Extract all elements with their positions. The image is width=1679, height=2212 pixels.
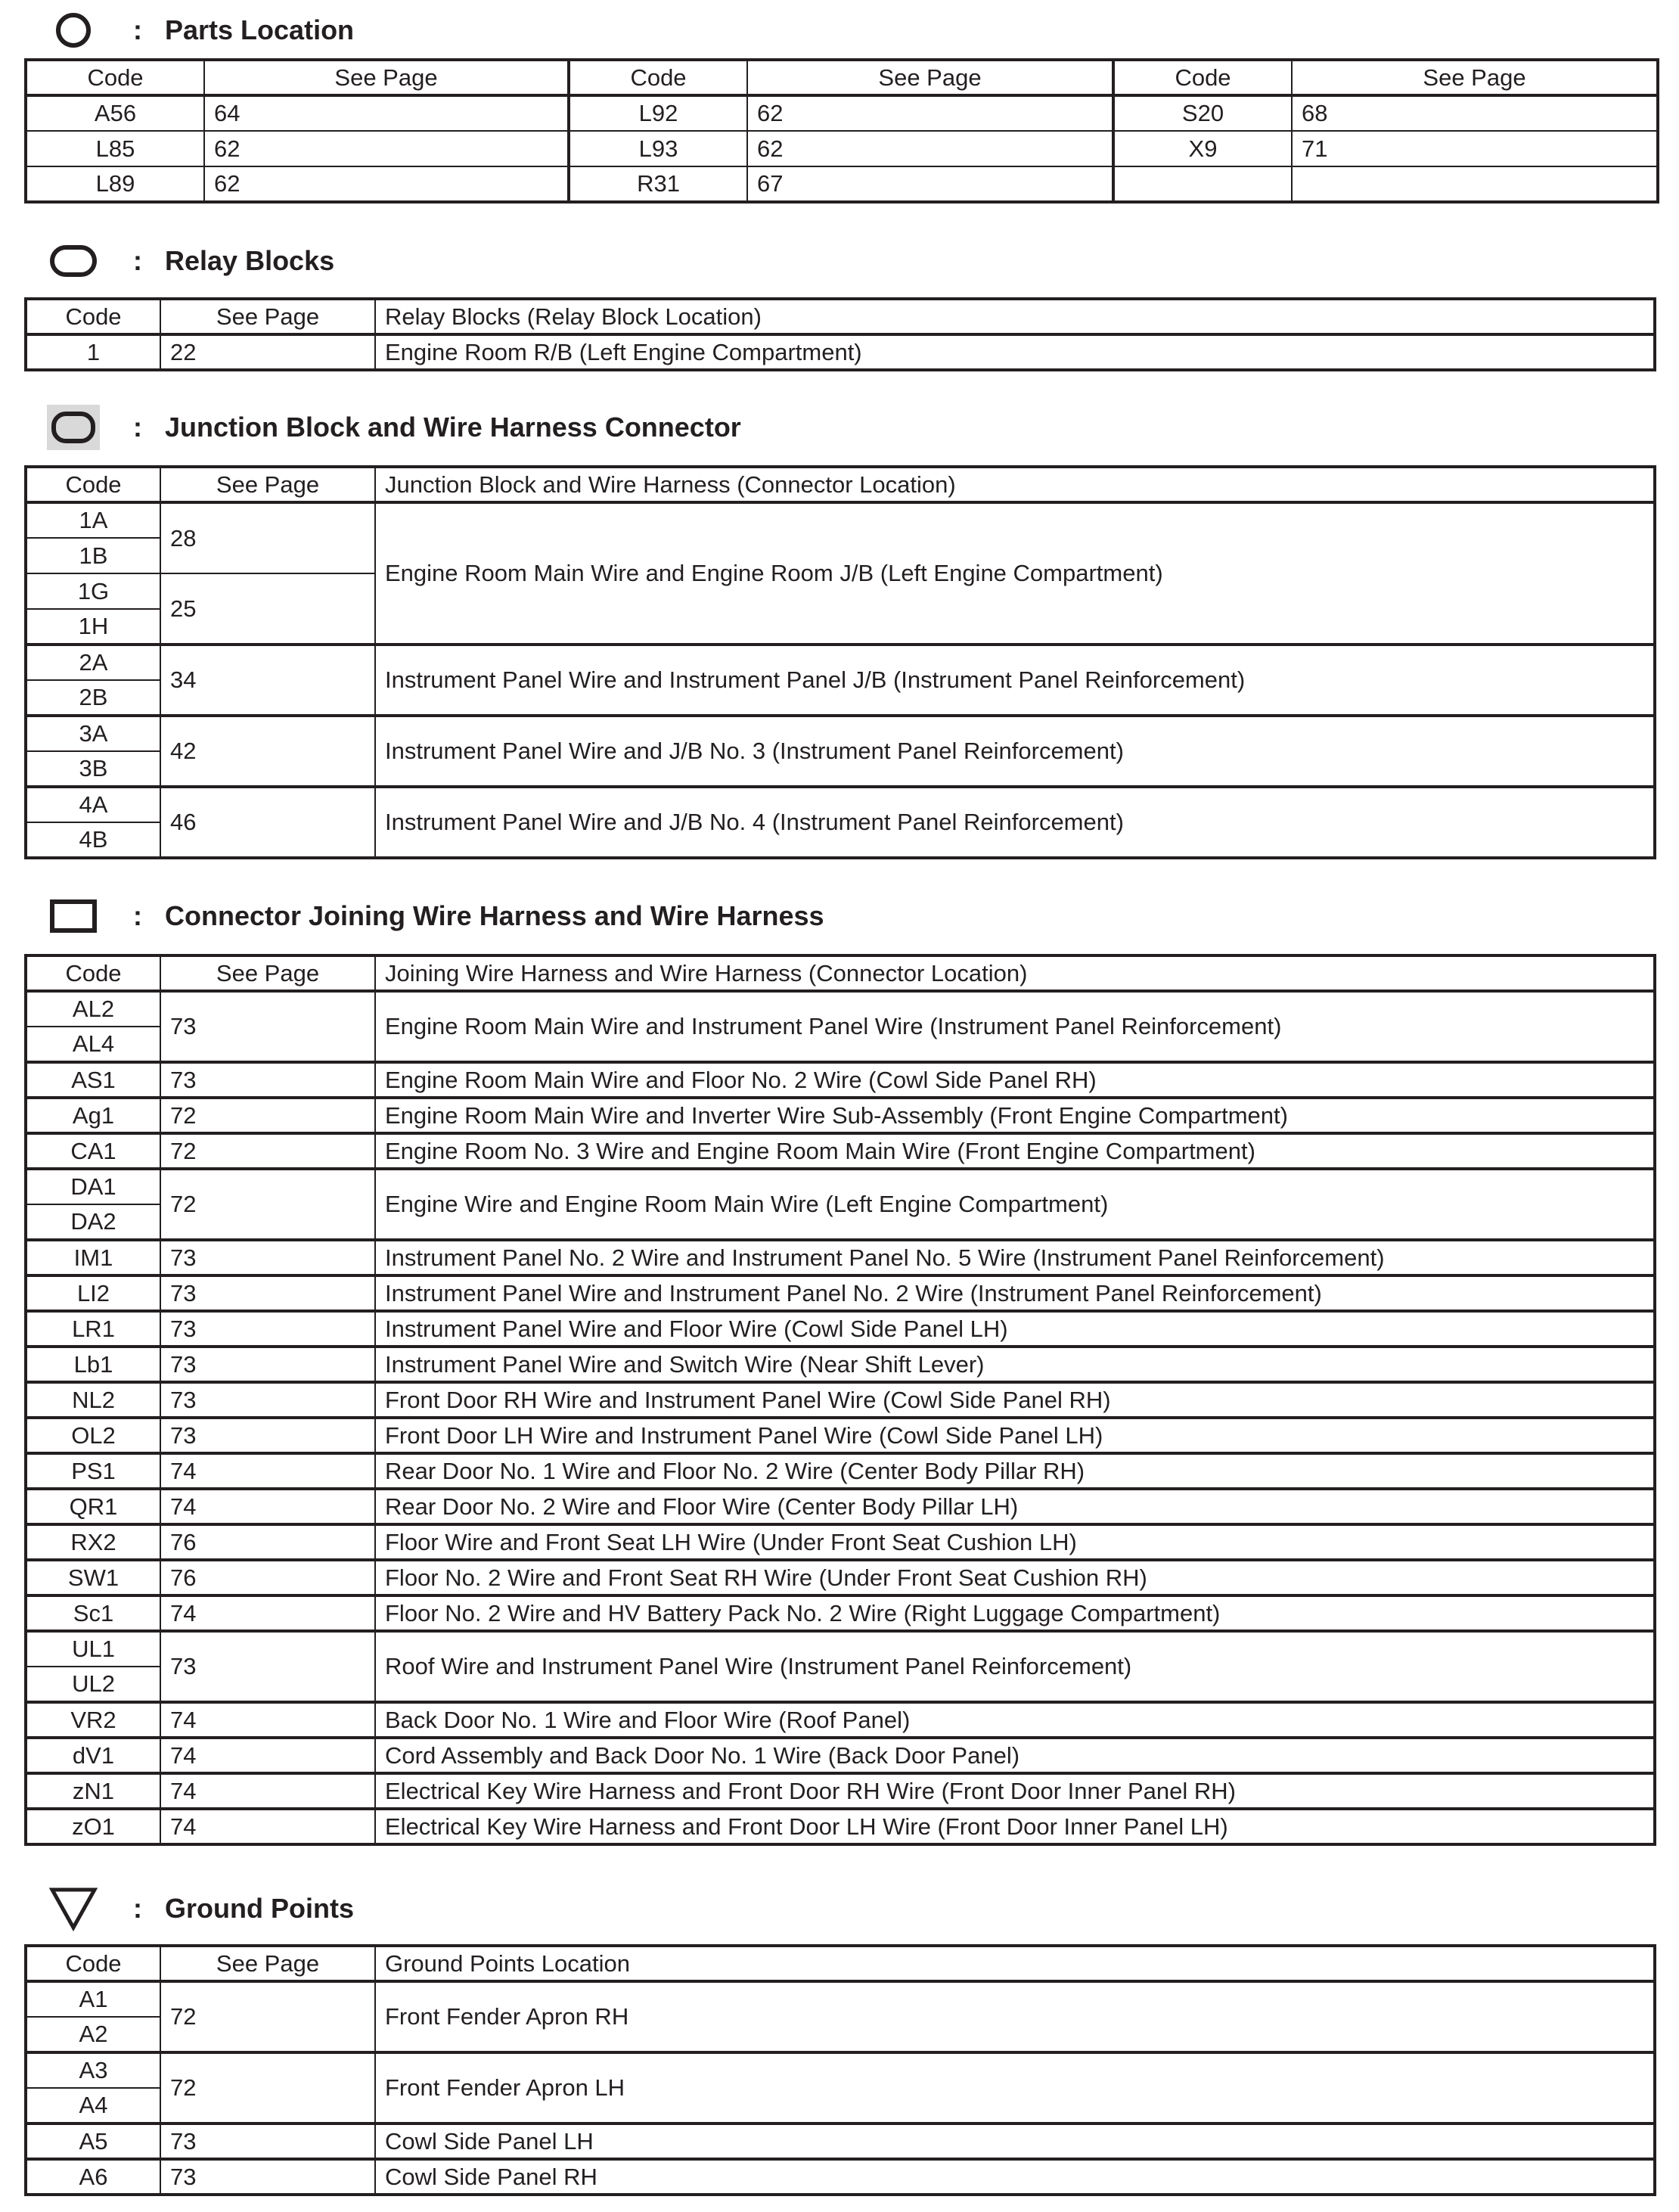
column-header: Junction Block and Wire Harness (Connector Location): [375, 467, 1655, 502]
code-cell: A5: [26, 2123, 160, 2159]
code-cell: zO1: [26, 1809, 160, 1844]
location-cell: Instrument Panel Wire and Switch Wire (Near Shift Lever): [375, 1347, 1655, 1382]
parts-location-table: [24, 58, 1659, 203]
section-colon: :: [133, 412, 142, 443]
code-cell: dV1: [26, 1738, 160, 1773]
section-title: Junction Block and Wire Harness Connector: [165, 412, 741, 443]
column-header: Code: [26, 1946, 160, 1981]
code-cell: L93: [569, 131, 747, 166]
column-header: See Page: [747, 60, 1113, 95]
table-row: [26, 1595, 1655, 1631]
connector-heading: [47, 893, 824, 939]
code-cell: 3B: [26, 751, 160, 787]
table-row: [26, 131, 1658, 166]
column-header: See Page: [160, 1946, 375, 1981]
page-cell: [1292, 166, 1658, 202]
page-cell: 76: [160, 1524, 375, 1560]
code-cell: A4: [26, 2088, 160, 2123]
location-cell: Engine Room Main Wire and Engine Room J/B (Left Engine Compartment): [375, 502, 1655, 645]
code-cell: DA1: [26, 1169, 160, 1204]
table-row: [26, 1098, 1655, 1133]
table-row: [26, 1453, 1655, 1489]
location-cell: Instrument Panel Wire and Floor Wire (Cowl Side Panel LH): [375, 1311, 1655, 1347]
code-cell: 1A: [26, 502, 160, 538]
page-cell: 74: [160, 1595, 375, 1631]
location-cell: Instrument Panel Wire and J/B No. 4 (Instrument Panel Reinforcement): [375, 787, 1655, 858]
location-cell: Cowl Side Panel LH: [375, 2123, 1655, 2159]
code-cell: [1113, 166, 1292, 202]
table-row: [26, 1981, 1655, 2017]
table-row: [26, 1169, 1655, 1204]
page-cell: 62: [204, 131, 569, 166]
ground-points-heading: [47, 1886, 354, 1931]
location-cell: Rear Door No. 1 Wire and Floor No. 2 Wire (Center Body Pillar RH): [375, 1453, 1655, 1489]
table-row: [26, 1702, 1655, 1738]
table-row: [26, 95, 1658, 131]
table-row: [26, 1311, 1655, 1347]
table-header-row: [26, 60, 1658, 95]
column-header: Code: [26, 955, 160, 991]
page-cell: 73: [160, 991, 375, 1062]
column-header: Code: [1113, 60, 1292, 95]
column-header: Relay Blocks (Relay Block Location): [375, 299, 1655, 334]
column-header: Ground Points Location: [375, 1946, 1655, 1981]
location-cell: Instrument Panel Wire and Instrument Panel J/B (Instrument Panel Reinforcement): [375, 645, 1655, 716]
connector-table: [24, 954, 1656, 1846]
code-cell: 4A: [26, 787, 160, 822]
location-cell: Electrical Key Wire Harness and Front Door RH Wire (Front Door Inner Panel RH): [375, 1773, 1655, 1809]
location-cell: Floor No. 2 Wire and HV Battery Pack No. 2 Wire (Right Luggage Compartment): [375, 1595, 1655, 1631]
section-title: Relay Blocks: [165, 245, 335, 276]
code-cell: L89: [26, 166, 204, 202]
table-row: [26, 1062, 1655, 1098]
page-cell: 74: [160, 1809, 375, 1844]
code-cell: X9: [1113, 131, 1292, 166]
page-cell: 73: [160, 1275, 375, 1311]
code-cell: 1H: [26, 609, 160, 645]
page-cell: 74: [160, 1738, 375, 1773]
column-header: Code: [569, 60, 747, 95]
page-cell: 71: [1292, 131, 1658, 166]
code-cell: AL2: [26, 991, 160, 1027]
location-cell: Instrument Panel Wire and Instrument Panel No. 2 Wire (Instrument Panel Reinforcement): [375, 1275, 1655, 1311]
table-row: [26, 334, 1655, 370]
page-cell: 62: [747, 131, 1113, 166]
code-cell: 2A: [26, 645, 160, 680]
code-cell: A2: [26, 2017, 160, 2052]
column-header: Code: [26, 467, 160, 502]
column-header: See Page: [204, 60, 569, 95]
table-row: [26, 1418, 1655, 1453]
code-cell: CA1: [26, 1133, 160, 1169]
column-header: Joining Wire Harness and Wire Harness (Connector Location): [375, 955, 1655, 991]
section-title: Ground Points: [165, 1893, 354, 1924]
table-row: [26, 502, 1655, 538]
relay-blocks-table: [24, 297, 1656, 371]
table-row: [26, 787, 1655, 822]
table-header-row: [26, 955, 1655, 991]
section-colon: :: [133, 14, 142, 45]
page-cell: 73: [160, 1240, 375, 1275]
code-cell: A1: [26, 1981, 160, 2017]
code-cell: PS1: [26, 1453, 160, 1489]
code-cell: Lb1: [26, 1347, 160, 1382]
junction-block-table: [24, 465, 1656, 859]
shaded-rounded-rect-icon: [47, 405, 100, 450]
table-row: [26, 2123, 1655, 2159]
code-cell: AS1: [26, 1062, 160, 1098]
relay-blocks-heading: [47, 238, 334, 284]
junction-block-heading: [47, 405, 741, 450]
location-cell: Engine Wire and Engine Room Main Wire (Left Engine Compartment): [375, 1169, 1655, 1240]
table-row: [26, 716, 1655, 751]
column-header: Code: [26, 299, 160, 334]
location-cell: Engine Room Main Wire and Inverter Wire Sub-Assembly (Front Engine Compartment): [375, 1098, 1655, 1133]
location-cell: Rear Door No. 2 Wire and Floor Wire (Center Body Pillar LH): [375, 1489, 1655, 1524]
code-cell: Ag1: [26, 1098, 160, 1133]
location-cell: Floor Wire and Front Seat LH Wire (Under Front Seat Cushion LH): [375, 1524, 1655, 1560]
location-cell: Back Door No. 1 Wire and Floor Wire (Roof Panel): [375, 1702, 1655, 1738]
location-cell: Cowl Side Panel RH: [375, 2159, 1655, 2195]
code-cell: QR1: [26, 1489, 160, 1524]
location-cell: Instrument Panel No. 2 Wire and Instrument Panel No. 5 Wire (Instrument Panel Reinforcement): [375, 1240, 1655, 1275]
code-cell: OL2: [26, 1418, 160, 1453]
code-cell: 1G: [26, 573, 160, 609]
square-icon: [47, 893, 100, 939]
location-cell: Engine Room Main Wire and Instrument Panel Wire (Instrument Panel Reinforcement): [375, 991, 1655, 1062]
code-cell: SW1: [26, 1560, 160, 1595]
page-cell: 73: [160, 1311, 375, 1347]
code-cell: UL1: [26, 1631, 160, 1667]
parts-location-heading: [47, 8, 354, 53]
location-cell: Electrical Key Wire Harness and Front Door LH Wire (Front Door Inner Panel LH): [375, 1809, 1655, 1844]
page-cell: 62: [204, 166, 569, 202]
page-cell: 62: [747, 95, 1113, 131]
location-cell: Front Fender Apron LH: [375, 2052, 1655, 2123]
code-cell: S20: [1113, 95, 1292, 131]
table-header-row: [26, 1946, 1655, 1981]
location-cell: Front Fender Apron RH: [375, 1981, 1655, 2052]
location-cell: Front Door RH Wire and Instrument Panel Wire (Cowl Side Panel RH): [375, 1382, 1655, 1418]
location-cell: Engine Room R/B (Left Engine Compartment): [375, 334, 1655, 370]
page-cell: 28: [160, 502, 375, 573]
page-cell: 73: [160, 1418, 375, 1453]
code-cell: VR2: [26, 1702, 160, 1738]
column-header: See Page: [160, 299, 375, 334]
location-cell: Front Door LH Wire and Instrument Panel Wire (Cowl Side Panel LH): [375, 1418, 1655, 1453]
column-header: See Page: [160, 955, 375, 991]
page-cell: 73: [160, 1347, 375, 1382]
code-cell: RX2: [26, 1524, 160, 1560]
code-cell: 4B: [26, 822, 160, 858]
code-cell: A6: [26, 2159, 160, 2195]
page-cell: 76: [160, 1560, 375, 1595]
code-cell: R31: [569, 166, 747, 202]
page-cell: 46: [160, 787, 375, 858]
rounded-rect-icon: [47, 238, 100, 284]
code-cell: LI2: [26, 1275, 160, 1311]
page-cell: 73: [160, 1382, 375, 1418]
table-row: [26, 1347, 1655, 1382]
table-row: [26, 1524, 1655, 1560]
section-title: Parts Location: [165, 14, 355, 45]
table-row: [26, 1240, 1655, 1275]
code-cell: A3: [26, 2052, 160, 2088]
ground-points-table: [24, 1944, 1656, 2196]
page-cell: 74: [160, 1489, 375, 1524]
code-cell: LR1: [26, 1311, 160, 1347]
page-cell: 74: [160, 1702, 375, 1738]
page-cell: 42: [160, 716, 375, 787]
table-row: [26, 1382, 1655, 1418]
section-title: Connector Joining Wire Harness and Wire Harness: [165, 900, 824, 931]
triangle-down-icon: [47, 1886, 100, 1931]
code-cell: zN1: [26, 1773, 160, 1809]
code-cell: 2B: [26, 680, 160, 716]
code-cell: NL2: [26, 1382, 160, 1418]
location-cell: Cord Assembly and Back Door No. 1 Wire (Back Door Panel): [375, 1738, 1655, 1773]
page-cell: 73: [160, 1062, 375, 1098]
table-row: [26, 991, 1655, 1027]
page-cell: 25: [160, 573, 375, 645]
table-row: [26, 2159, 1655, 2195]
code-cell: 1: [26, 334, 160, 370]
table-row: [26, 1275, 1655, 1311]
page-cell: 73: [160, 2123, 375, 2159]
code-cell: 3A: [26, 716, 160, 751]
section-colon: :: [133, 900, 142, 931]
code-cell: AL4: [26, 1027, 160, 1062]
circle-icon: [47, 8, 100, 53]
page-cell: 72: [160, 1981, 375, 2052]
table-header-row: [26, 299, 1655, 334]
table-row: [26, 1773, 1655, 1809]
section-colon: :: [133, 245, 142, 276]
page-cell: 74: [160, 1773, 375, 1809]
page-cell: 68: [1292, 95, 1658, 131]
table-row: [26, 166, 1658, 202]
location-cell: Roof Wire and Instrument Panel Wire (Instrument Panel Reinforcement): [375, 1631, 1655, 1702]
table-row: [26, 1489, 1655, 1524]
page-cell: 34: [160, 645, 375, 716]
page-cell: 73: [160, 2159, 375, 2195]
page-cell: 64: [204, 95, 569, 131]
column-header: See Page: [160, 467, 375, 502]
column-header: Code: [26, 60, 204, 95]
page-cell: 67: [747, 166, 1113, 202]
code-cell: 1B: [26, 538, 160, 573]
table-header-row: [26, 467, 1655, 502]
page-cell: 72: [160, 1098, 375, 1133]
table-row: [26, 645, 1655, 680]
column-header: See Page: [1292, 60, 1658, 95]
page-cell: 73: [160, 1631, 375, 1702]
code-cell: IM1: [26, 1240, 160, 1275]
page-cell: 72: [160, 2052, 375, 2123]
page-cell: 72: [160, 1169, 375, 1240]
table-row: [26, 1133, 1655, 1169]
table-row: [26, 1560, 1655, 1595]
code-cell: L85: [26, 131, 204, 166]
code-cell: UL2: [26, 1667, 160, 1702]
location-cell: Engine Room No. 3 Wire and Engine Room Main Wire (Front Engine Compartment): [375, 1133, 1655, 1169]
location-cell: Engine Room Main Wire and Floor No. 2 Wire (Cowl Side Panel RH): [375, 1062, 1655, 1098]
table-row: [26, 2052, 1655, 2088]
table-row: [26, 1631, 1655, 1667]
page-cell: 22: [160, 334, 375, 370]
code-cell: Sc1: [26, 1595, 160, 1631]
table-row: [26, 1809, 1655, 1844]
code-cell: L92: [569, 95, 747, 131]
code-cell: A56: [26, 95, 204, 131]
code-cell: DA2: [26, 1204, 160, 1240]
page-cell: 74: [160, 1453, 375, 1489]
page-cell: 72: [160, 1133, 375, 1169]
location-cell: Instrument Panel Wire and J/B No. 3 (Instrument Panel Reinforcement): [375, 716, 1655, 787]
location-cell: Floor No. 2 Wire and Front Seat RH Wire (Under Front Seat Cushion RH): [375, 1560, 1655, 1595]
section-colon: :: [133, 1893, 142, 1924]
table-row: [26, 1738, 1655, 1773]
